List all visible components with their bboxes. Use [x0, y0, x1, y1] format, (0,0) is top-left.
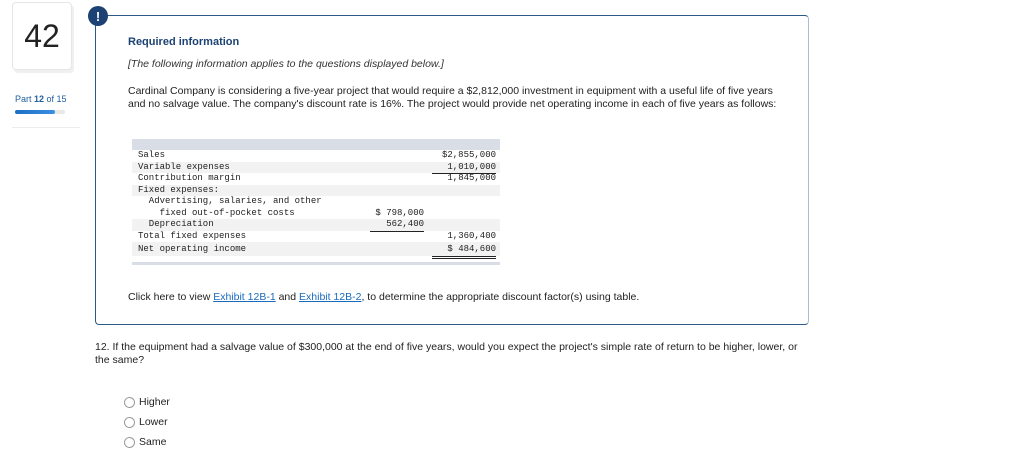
part-progress-fill: [15, 110, 55, 114]
answer-options: [124, 392, 170, 452]
table-row: Contribution margin 1,845,000: [138, 173, 496, 183]
radio-button[interactable]: [124, 437, 135, 448]
part-indicator: Part 12 of 15: [15, 94, 67, 104]
part-progress-bar: [15, 110, 65, 114]
table-row: fixed out-of-pocket costs $ 798,000: [138, 207, 424, 218]
option-higher[interactable]: Higher: [124, 392, 170, 412]
question-number-card: [12, 2, 72, 70]
required-info-subtitle: [The following information applies to the questions displayed below.]: [128, 58, 444, 70]
table-footer-band: [132, 262, 500, 265]
question-number: 42: [24, 17, 60, 54]
radio-button[interactable]: [124, 417, 135, 428]
table-row: Variable expenses 1,010,000: [132, 162, 500, 174]
exhibit-12b-1-link[interactable]: Exhibit 12B-1: [213, 291, 276, 303]
option-same[interactable]: Same: [124, 432, 170, 452]
part-current: 12: [34, 94, 45, 104]
income-statement-table: [132, 139, 500, 265]
table-row: Net operating income $ 484,600: [132, 242, 500, 256]
table-row: Sales $2,855,000: [138, 150, 496, 160]
radio-button[interactable]: [124, 397, 135, 408]
question-text: 12. If the equipment had a salvage value of $300,000 at the end of five years, would you expect the project's simple rate of return to be higher, lower, or the same?: [95, 341, 798, 366]
table-header-band: [132, 139, 500, 150]
exhibit-instructions: Click here to view Exhibit 12B-1 and Exhibit 12B-2, to determine the appropriate discount factor(s) using table.: [128, 291, 640, 303]
problem-intro: Cardinal Company is considering a five-year project that would require a $2,812,000 investment in equipment with a useful life of five years and no salvage value. The company's discount rate is 16%. The project would provide net operating income in each of five years as follows:: [128, 85, 777, 110]
exhibit-12b-2-link[interactable]: Exhibit 12B-2: [299, 291, 362, 303]
required-info-title: Required information: [128, 36, 240, 48]
sidebar-divider: [12, 127, 80, 128]
alert-icon: !: [88, 6, 108, 26]
table-row: Advertising, salaries, and other: [138, 196, 322, 206]
table-row: Fixed expenses:: [132, 185, 500, 197]
table-row: Depreciation 562,400: [132, 219, 500, 231]
option-lower[interactable]: Lower: [124, 412, 170, 432]
table-row: Total fixed expenses 1,360,400: [132, 231, 500, 243]
